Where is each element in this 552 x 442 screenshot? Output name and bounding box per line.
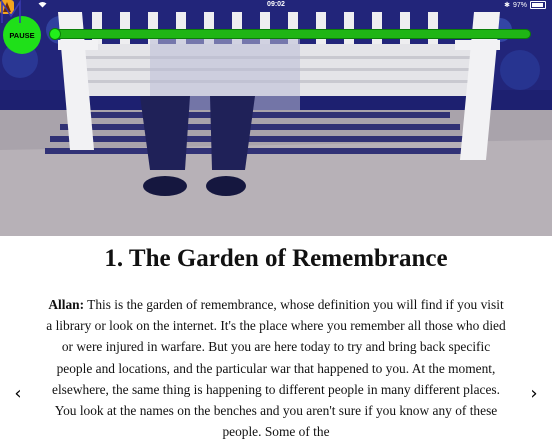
battery-icon bbox=[530, 1, 546, 9]
chapter-title: 1. The Garden of Remembrance bbox=[104, 245, 448, 272]
chevron-left-icon[interactable]: ‹ bbox=[10, 383, 26, 405]
status-bar bbox=[0, 0, 552, 12]
chevron-right-icon[interactable]: › bbox=[526, 383, 542, 405]
speaker-name: Allan: bbox=[48, 297, 85, 312]
audio-progress-bar[interactable] bbox=[50, 29, 531, 39]
progress-knob[interactable] bbox=[49, 28, 61, 40]
chapter-text bbox=[44, 294, 508, 442]
pause-button[interactable]: PAUSE bbox=[3, 16, 41, 54]
bluetooth-icon: ✱ bbox=[504, 2, 510, 9]
m-logo-icon bbox=[0, 0, 22, 24]
chapter-body: This is the garden of remembrance, whose definition you will find if you visit a library or look on the internet. It's the place where you remember all those who died or were injured in warfare. But you are here today to try and bring back specific people and locations, and the particular war that happened to you. At the moment, elsewhere, the same thing is happening to different people in many different places. You look at the names on the benches and you aren't sure if you know any of these people. Some of the bbox=[46, 297, 506, 440]
status-time: 09:02 bbox=[267, 1, 285, 8]
battery-percent: 97% bbox=[512, 1, 527, 9]
